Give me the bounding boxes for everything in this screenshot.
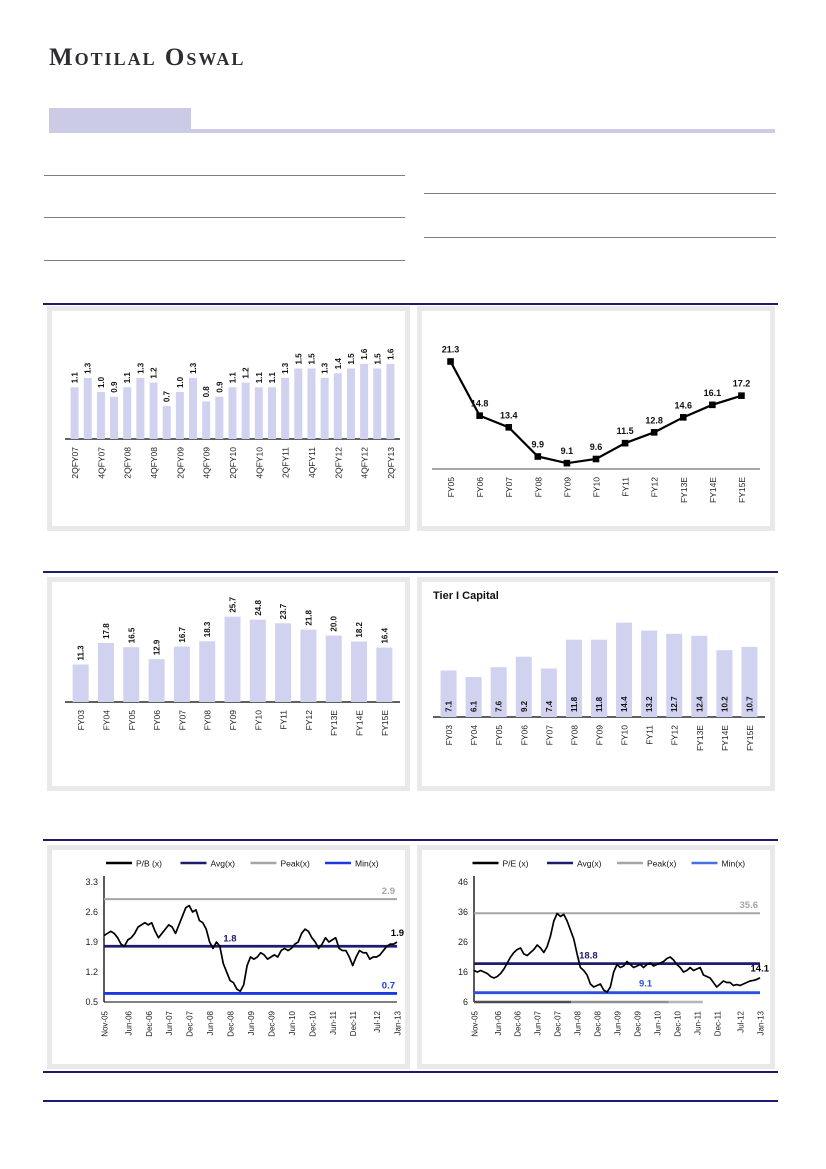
pb-band-chart (52, 850, 405, 1064)
svg-text:1.3: 1.3 (83, 362, 93, 374)
table-rule (44, 260, 405, 261)
svg-text:FY10: FY10 (591, 477, 602, 498)
section-rule (43, 571, 778, 573)
svg-text:Dec-11: Dec-11 (713, 1011, 723, 1037)
svg-text:1.3: 1.3 (320, 362, 330, 374)
svg-text:9.2: 9.2 (519, 700, 529, 712)
svg-text:FY11: FY11 (620, 477, 631, 497)
svg-text:Avg(x): Avg(x) (577, 858, 602, 869)
svg-text:1.3: 1.3 (136, 362, 146, 374)
header-accent-strip (191, 129, 775, 133)
svg-text:Min(x): Min(x) (721, 858, 746, 869)
fy-line-panel (417, 306, 775, 531)
svg-text:11.3: 11.3 (76, 645, 86, 661)
pe-band-chart (422, 850, 770, 1064)
brand-logo: Motilal Oswal (49, 44, 246, 71)
svg-text:Dec-08: Dec-08 (593, 1011, 603, 1037)
svg-text:Jun-10: Jun-10 (653, 1011, 663, 1036)
pb-band-panel (47, 845, 410, 1069)
svg-text:FY06: FY06 (152, 710, 163, 731)
svg-text:11.8: 11.8 (595, 696, 604, 712)
svg-text:Nov-05: Nov-05 (100, 1011, 110, 1037)
svg-text:Dec-06: Dec-06 (144, 1011, 154, 1037)
svg-text:FY14E: FY14E (354, 710, 365, 736)
svg-text:FY07: FY07 (504, 477, 515, 498)
svg-text:Jul-12: Jul-12 (373, 1011, 383, 1033)
quarterly-bar-chart (52, 311, 405, 526)
chart-title: Tier I Capital (433, 590, 499, 602)
svg-text:1.9: 1.9 (85, 937, 98, 947)
svg-text:4QFY10: 4QFY10 (254, 447, 265, 479)
svg-text:Jan-13: Jan-13 (393, 1011, 403, 1036)
svg-text:1.5: 1.5 (373, 353, 383, 365)
svg-text:13.4: 13.4 (499, 410, 518, 421)
section-rule (43, 839, 778, 841)
svg-text:1.1: 1.1 (123, 372, 133, 384)
svg-text:1.3: 1.3 (281, 362, 291, 374)
svg-text:18.3: 18.3 (203, 621, 213, 638)
svg-text:20.0: 20.0 (329, 616, 339, 632)
svg-text:1.6: 1.6 (360, 348, 370, 360)
svg-text:1.3: 1.3 (189, 362, 199, 374)
svg-text:1.6: 1.6 (386, 348, 396, 360)
svg-text:FY11: FY11 (278, 710, 289, 730)
svg-text:2QFY12: 2QFY12 (333, 447, 344, 479)
table-rule (44, 217, 405, 218)
svg-text:0.9: 0.9 (110, 381, 120, 393)
svg-text:1.1: 1.1 (228, 372, 238, 384)
svg-text:0.8: 0.8 (202, 386, 212, 398)
svg-text:Jul-12: Jul-12 (736, 1011, 746, 1033)
svg-text:FY05: FY05 (446, 477, 457, 498)
svg-text:Dec-06: Dec-06 (513, 1011, 523, 1037)
svg-text:35.6: 35.6 (739, 900, 758, 912)
svg-text:Peak(x): Peak(x) (647, 858, 677, 869)
svg-text:7.6: 7.6 (494, 700, 504, 712)
svg-text:2.9: 2.9 (381, 886, 395, 898)
svg-text:46: 46 (457, 877, 468, 887)
table-rule (424, 237, 776, 238)
svg-text:1.0: 1.0 (175, 376, 185, 388)
svg-text:FY13E: FY13E (329, 710, 340, 736)
svg-text:FY06: FY06 (519, 725, 530, 746)
svg-text:Jun-09: Jun-09 (613, 1011, 623, 1036)
svg-text:1.1: 1.1 (70, 372, 80, 384)
svg-text:0.9: 0.9 (215, 381, 225, 393)
svg-text:4QFY07: 4QFY07 (96, 447, 107, 479)
svg-text:Jun-11: Jun-11 (693, 1011, 703, 1035)
svg-text:FY09: FY09 (228, 710, 238, 731)
svg-text:Dec-10: Dec-10 (673, 1011, 683, 1037)
svg-text:1.1: 1.1 (254, 372, 264, 384)
svg-text:17.8: 17.8 (101, 623, 111, 639)
svg-text:26: 26 (457, 937, 468, 947)
svg-text:1.2: 1.2 (149, 367, 159, 379)
svg-text:1.9: 1.9 (390, 928, 404, 939)
svg-text:7.4: 7.4 (544, 700, 554, 712)
pe-band-panel (417, 845, 775, 1069)
svg-text:Avg(x): Avg(x) (210, 858, 235, 869)
svg-text:1.4: 1.4 (333, 358, 343, 370)
svg-text:Nov-05: Nov-05 (470, 1011, 480, 1037)
footer-rule (43, 1100, 778, 1102)
svg-text:11.8: 11.8 (569, 696, 579, 712)
svg-text:16.7: 16.7 (177, 626, 187, 643)
footer-rule (43, 1071, 778, 1073)
svg-text:Jun-06: Jun-06 (493, 1011, 503, 1036)
svg-text:FY10: FY10 (619, 725, 630, 746)
svg-text:FY09: FY09 (562, 477, 573, 498)
svg-text:16.4: 16.4 (380, 627, 390, 644)
svg-text:10.2: 10.2 (720, 696, 730, 712)
svg-text:Jun-07: Jun-07 (165, 1011, 175, 1036)
svg-text:FY14E: FY14E (719, 725, 730, 751)
fy-bar-panel (47, 577, 410, 791)
svg-text:14.6: 14.6 (674, 400, 693, 411)
svg-text:P/E (x): P/E (x) (502, 858, 529, 869)
svg-text:Dec-09: Dec-09 (633, 1011, 643, 1037)
svg-text:1.8: 1.8 (223, 933, 237, 945)
tier1-bar-chart (422, 582, 770, 786)
svg-text:12.9: 12.9 (152, 639, 162, 656)
svg-text:0.7: 0.7 (381, 980, 395, 992)
svg-text:4QFY09: 4QFY09 (201, 447, 212, 479)
svg-text:12.8: 12.8 (645, 415, 663, 426)
svg-text:Min(x): Min(x) (355, 858, 379, 869)
table-rule (424, 193, 776, 194)
svg-text:1.5: 1.5 (346, 353, 356, 365)
svg-text:Dec-11: Dec-11 (349, 1011, 359, 1037)
svg-text:9.6: 9.6 (589, 442, 603, 452)
svg-text:1.2: 1.2 (85, 967, 98, 977)
svg-text:Dec-07: Dec-07 (185, 1011, 195, 1037)
svg-text:2QFY08: 2QFY08 (122, 447, 133, 479)
svg-text:FY12: FY12 (649, 477, 660, 498)
svg-text:1.0: 1.0 (96, 376, 106, 388)
svg-text:Jun-09: Jun-09 (247, 1011, 256, 1036)
svg-text:FY06: FY06 (475, 477, 486, 498)
fy-bar-chart (52, 582, 405, 786)
svg-text:FY15E: FY15E (379, 710, 390, 736)
svg-text:9.1: 9.1 (638, 978, 653, 990)
svg-text:23.7: 23.7 (279, 603, 289, 620)
svg-text:1.5: 1.5 (294, 353, 304, 365)
svg-text:2.6: 2.6 (85, 907, 98, 917)
svg-text:9.1: 9.1 (560, 446, 574, 457)
svg-text:FY15E: FY15E (736, 477, 747, 503)
svg-text:FY12: FY12 (669, 725, 680, 746)
svg-text:21.3: 21.3 (441, 344, 460, 355)
svg-text:16: 16 (457, 967, 468, 977)
svg-text:2QFY09: 2QFY09 (175, 447, 186, 479)
svg-text:2QFY11: 2QFY11 (280, 447, 291, 479)
svg-text:FY05: FY05 (494, 725, 505, 746)
svg-text:Jun-07: Jun-07 (533, 1011, 543, 1036)
svg-text:1.2: 1.2 (241, 367, 251, 379)
svg-text:FY04: FY04 (101, 710, 112, 731)
quarterly-bar-panel (47, 306, 410, 531)
svg-text:16.5: 16.5 (127, 627, 137, 644)
svg-text:14.1: 14.1 (750, 963, 769, 975)
svg-text:Dec-07: Dec-07 (553, 1011, 563, 1037)
svg-text:36: 36 (457, 907, 468, 917)
svg-text:FY03: FY03 (444, 725, 455, 746)
svg-text:11.5: 11.5 (616, 426, 634, 437)
svg-text:12.7: 12.7 (670, 696, 680, 712)
svg-text:Dec-09: Dec-09 (267, 1011, 277, 1037)
svg-text:24.8: 24.8 (253, 600, 263, 616)
svg-text:FY08: FY08 (202, 710, 213, 731)
svg-text:14.4: 14.4 (620, 696, 630, 712)
svg-text:0.5: 0.5 (85, 997, 98, 1007)
svg-text:FY12: FY12 (303, 710, 314, 731)
svg-text:0.7: 0.7 (162, 390, 172, 403)
svg-text:FY10: FY10 (253, 710, 264, 731)
svg-text:2QFY07: 2QFY07 (70, 447, 81, 479)
fy-line-chart (422, 311, 770, 526)
svg-text:FY11: FY11 (644, 725, 655, 745)
svg-text:Jun-11: Jun-11 (328, 1011, 338, 1035)
svg-text:16.1: 16.1 (703, 387, 722, 398)
svg-text:P/B (x): P/B (x) (136, 858, 162, 869)
svg-text:2QFY13: 2QFY13 (385, 447, 396, 479)
svg-text:FY08: FY08 (533, 477, 544, 498)
svg-text:7.1: 7.1 (444, 700, 454, 712)
svg-text:FY05: FY05 (126, 710, 137, 731)
svg-text:17.2: 17.2 (732, 378, 751, 389)
svg-text:Dec-10: Dec-10 (308, 1011, 318, 1037)
svg-text:4QFY08: 4QFY08 (149, 447, 160, 479)
svg-text:18.8: 18.8 (579, 950, 598, 962)
svg-text:FY13E: FY13E (694, 725, 705, 751)
svg-text:Jan-13: Jan-13 (756, 1011, 766, 1036)
svg-text:FY07: FY07 (544, 725, 555, 746)
svg-text:6.1: 6.1 (469, 700, 479, 712)
svg-text:FY15E: FY15E (744, 725, 755, 751)
svg-text:FY13E: FY13E (678, 477, 689, 503)
svg-text:9.9: 9.9 (531, 439, 545, 450)
svg-text:10.7: 10.7 (745, 696, 755, 712)
svg-text:FY14E: FY14E (707, 477, 718, 503)
svg-text:12.4: 12.4 (695, 696, 705, 712)
svg-text:Jun-06: Jun-06 (124, 1011, 134, 1036)
svg-text:3.3: 3.3 (85, 877, 98, 887)
svg-text:2QFY10: 2QFY10 (228, 447, 238, 479)
svg-text:Jun-10: Jun-10 (287, 1011, 297, 1036)
svg-text:FY09: FY09 (594, 725, 605, 746)
table-rule (44, 175, 405, 176)
svg-text:21.8: 21.8 (304, 610, 314, 626)
svg-text:Jun-08: Jun-08 (573, 1011, 583, 1036)
svg-text:4QFY12: 4QFY12 (359, 447, 370, 479)
svg-text:FY07: FY07 (177, 710, 188, 731)
svg-text:18.2: 18.2 (355, 621, 365, 638)
svg-text:FY03: FY03 (76, 710, 87, 731)
svg-text:1.5: 1.5 (307, 353, 317, 365)
svg-text:Jun-08: Jun-08 (206, 1011, 216, 1036)
svg-text:FY08: FY08 (569, 725, 580, 746)
svg-text:13.2: 13.2 (645, 696, 655, 712)
header-accent-block (49, 108, 191, 133)
svg-text:Peak(x): Peak(x) (280, 858, 310, 869)
svg-text:14.8: 14.8 (470, 398, 489, 409)
svg-text:FY04: FY04 (469, 725, 480, 746)
tier1-bar-panel (417, 577, 775, 791)
svg-text:6: 6 (462, 997, 468, 1007)
svg-text:25.7: 25.7 (228, 597, 238, 613)
svg-text:Dec-08: Dec-08 (226, 1011, 236, 1037)
svg-text:4QFY11: 4QFY11 (306, 447, 317, 479)
svg-text:1.1: 1.1 (267, 372, 277, 384)
section-rule (43, 303, 778, 305)
